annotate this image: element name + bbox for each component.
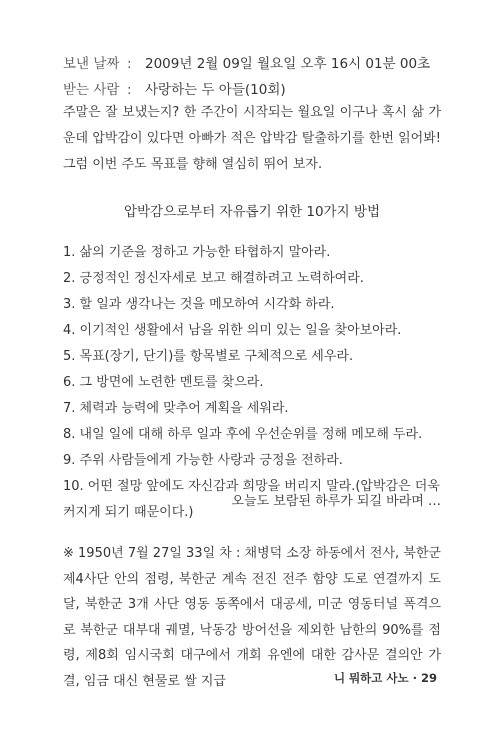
separator: : xyxy=(127,82,132,98)
list-title: 압박감으로부터 자유롭기 위한 10가지 방법 xyxy=(123,204,381,220)
list-item: 9. 주위 사람들에게 가능한 사랑과 긍정을 전하라. xyxy=(63,453,343,468)
separator: : xyxy=(127,56,132,72)
history-note: ※ 1950년 7월 27일 33일 차 : 채병덕 소장 하동에서 전사, 북한군 제4사단 안의 점령, 북한군 계속 전진 전주 함양 도로 연결까지 도달, 북한군 3개 사단 영동 동쪽에서 대공세, 미군 영동터널 폭격으로 북한군 대부대 궤멸, 낙동강 방어선을 제외한 남한의 90%를 점령, 제8회 임시국회 대구에서 개회 유엔에 대한 감사문 결의안 가결, 임금 대신 현물로 쌀 지급 xyxy=(63,546,441,689)
list-item: 8. 내일 일에 대해 하루 일과 후에 우선순위를 정해 메모해 두라. xyxy=(63,427,423,442)
page-footer: 니 뭐하고 사노 · 29 xyxy=(333,671,437,685)
list-item: 2. 긍정적인 정신자세로 보고 해결하려고 노력하여라. xyxy=(63,271,364,286)
sent-date-label: 보낸 날짜 xyxy=(63,56,120,72)
list-item: 5. 목표(장기, 단기)를 항목별로 구체적으로 세우라. xyxy=(63,349,354,364)
letter-header xyxy=(63,51,430,103)
list-item: 6. 그 방면에 노련한 멘토를 찾으라. xyxy=(63,375,264,390)
list-item: 1. 삶의 기준을 정하고 가능한 타협하지 말아라. xyxy=(63,245,331,260)
intro-paragraph: 주말은 잘 보냈는지? 한 주간이 시작되는 월요일 이구나 혹시 삶 가운데 압박감이 있다면 아빠가 적은 압박감 탈출하기를 한번 읽어봐! 그럼 이번 주도 목표를 향해 열심히 뛰어 보자. xyxy=(63,105,441,172)
tips-list xyxy=(63,240,441,526)
closing-line: 오늘도 보람된 하루가 되길 바라며 … xyxy=(231,494,441,509)
recipient-label: 받는 사람 xyxy=(63,82,120,98)
list-item: 3. 할 일과 생각나는 것을 메모하여 시각화 하라. xyxy=(63,297,335,312)
recipient-value: 사랑하는 두 아들(10회) xyxy=(145,82,286,98)
sent-date-row xyxy=(63,51,430,77)
list-item: 4. 이기적인 생활에서 남을 위한 의미 있는 일을 찾아보아라. xyxy=(63,323,402,338)
sent-date-value: 2009년 2월 09일 월요일 오후 16시 01분 00초 xyxy=(145,56,431,72)
list-item: 10. 어떤 절망 앞에도 자신감과 희망을 버리지 말라.(압박감은 더욱 커지게 되기 때문이다.) xyxy=(63,479,440,520)
list-item: 7. 체력과 능력에 맞추어 계획을 세워라. xyxy=(63,401,289,416)
